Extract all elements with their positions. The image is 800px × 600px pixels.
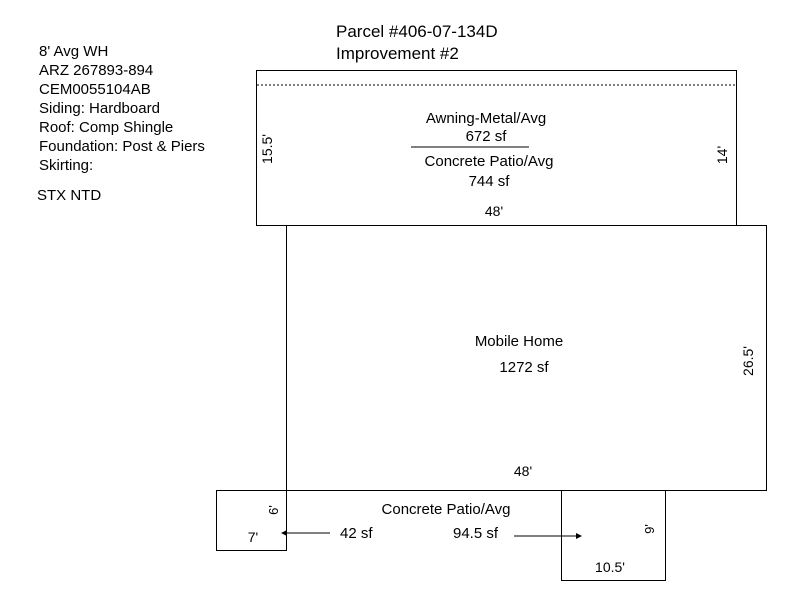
- bottom-right-patio-area: 94.5 sf: [453, 525, 499, 542]
- info-line: ARZ 267893-894: [39, 62, 154, 79]
- mobile-home-width-label: 48': [513, 463, 533, 479]
- awning-right-dimension: 14': [714, 145, 730, 165]
- awning-label: Awning-Metal/Avg: [425, 110, 547, 127]
- mobile-home-area-value: 1272 sf: [499, 359, 549, 376]
- info-line: 8' Avg WH: [39, 43, 109, 60]
- top-patio-label: Concrete Patio/Avg: [424, 153, 554, 170]
- bottom-left-patio-area: 42 sf: [340, 525, 373, 542]
- bottom-left-depth-label: 6': [266, 505, 281, 515]
- awning-width-label: 48': [484, 203, 504, 219]
- awning-left-dimension: 15.5': [259, 134, 275, 164]
- bottom-patio-label: Concrete Patio/Avg: [381, 501, 511, 518]
- info-line: CEM0055104AB: [39, 81, 151, 98]
- bottom-right-depth-label: 9': [642, 524, 657, 534]
- bottom-right-width-label: 10.5': [595, 559, 625, 575]
- info-line: Siding: Hardboard: [39, 100, 160, 117]
- bottom-left-width-label: 7': [247, 529, 259, 545]
- improvement-title: Improvement #2: [336, 44, 459, 63]
- info-line: Roof: Comp Shingle: [39, 119, 174, 136]
- info-line: Foundation: Post & Piers: [39, 138, 205, 155]
- parcel-title: Parcel #406-07-134D: [336, 22, 498, 41]
- top-patio-area: 744 sf: [468, 173, 510, 190]
- mobile-home-label: Mobile Home: [474, 333, 564, 350]
- info-line: Skirting:: [39, 157, 94, 174]
- info-note: STX NTD: [37, 187, 102, 204]
- mobile-home-depth-label: 26.5': [740, 346, 756, 376]
- awning-area: 672 sf: [465, 128, 507, 145]
